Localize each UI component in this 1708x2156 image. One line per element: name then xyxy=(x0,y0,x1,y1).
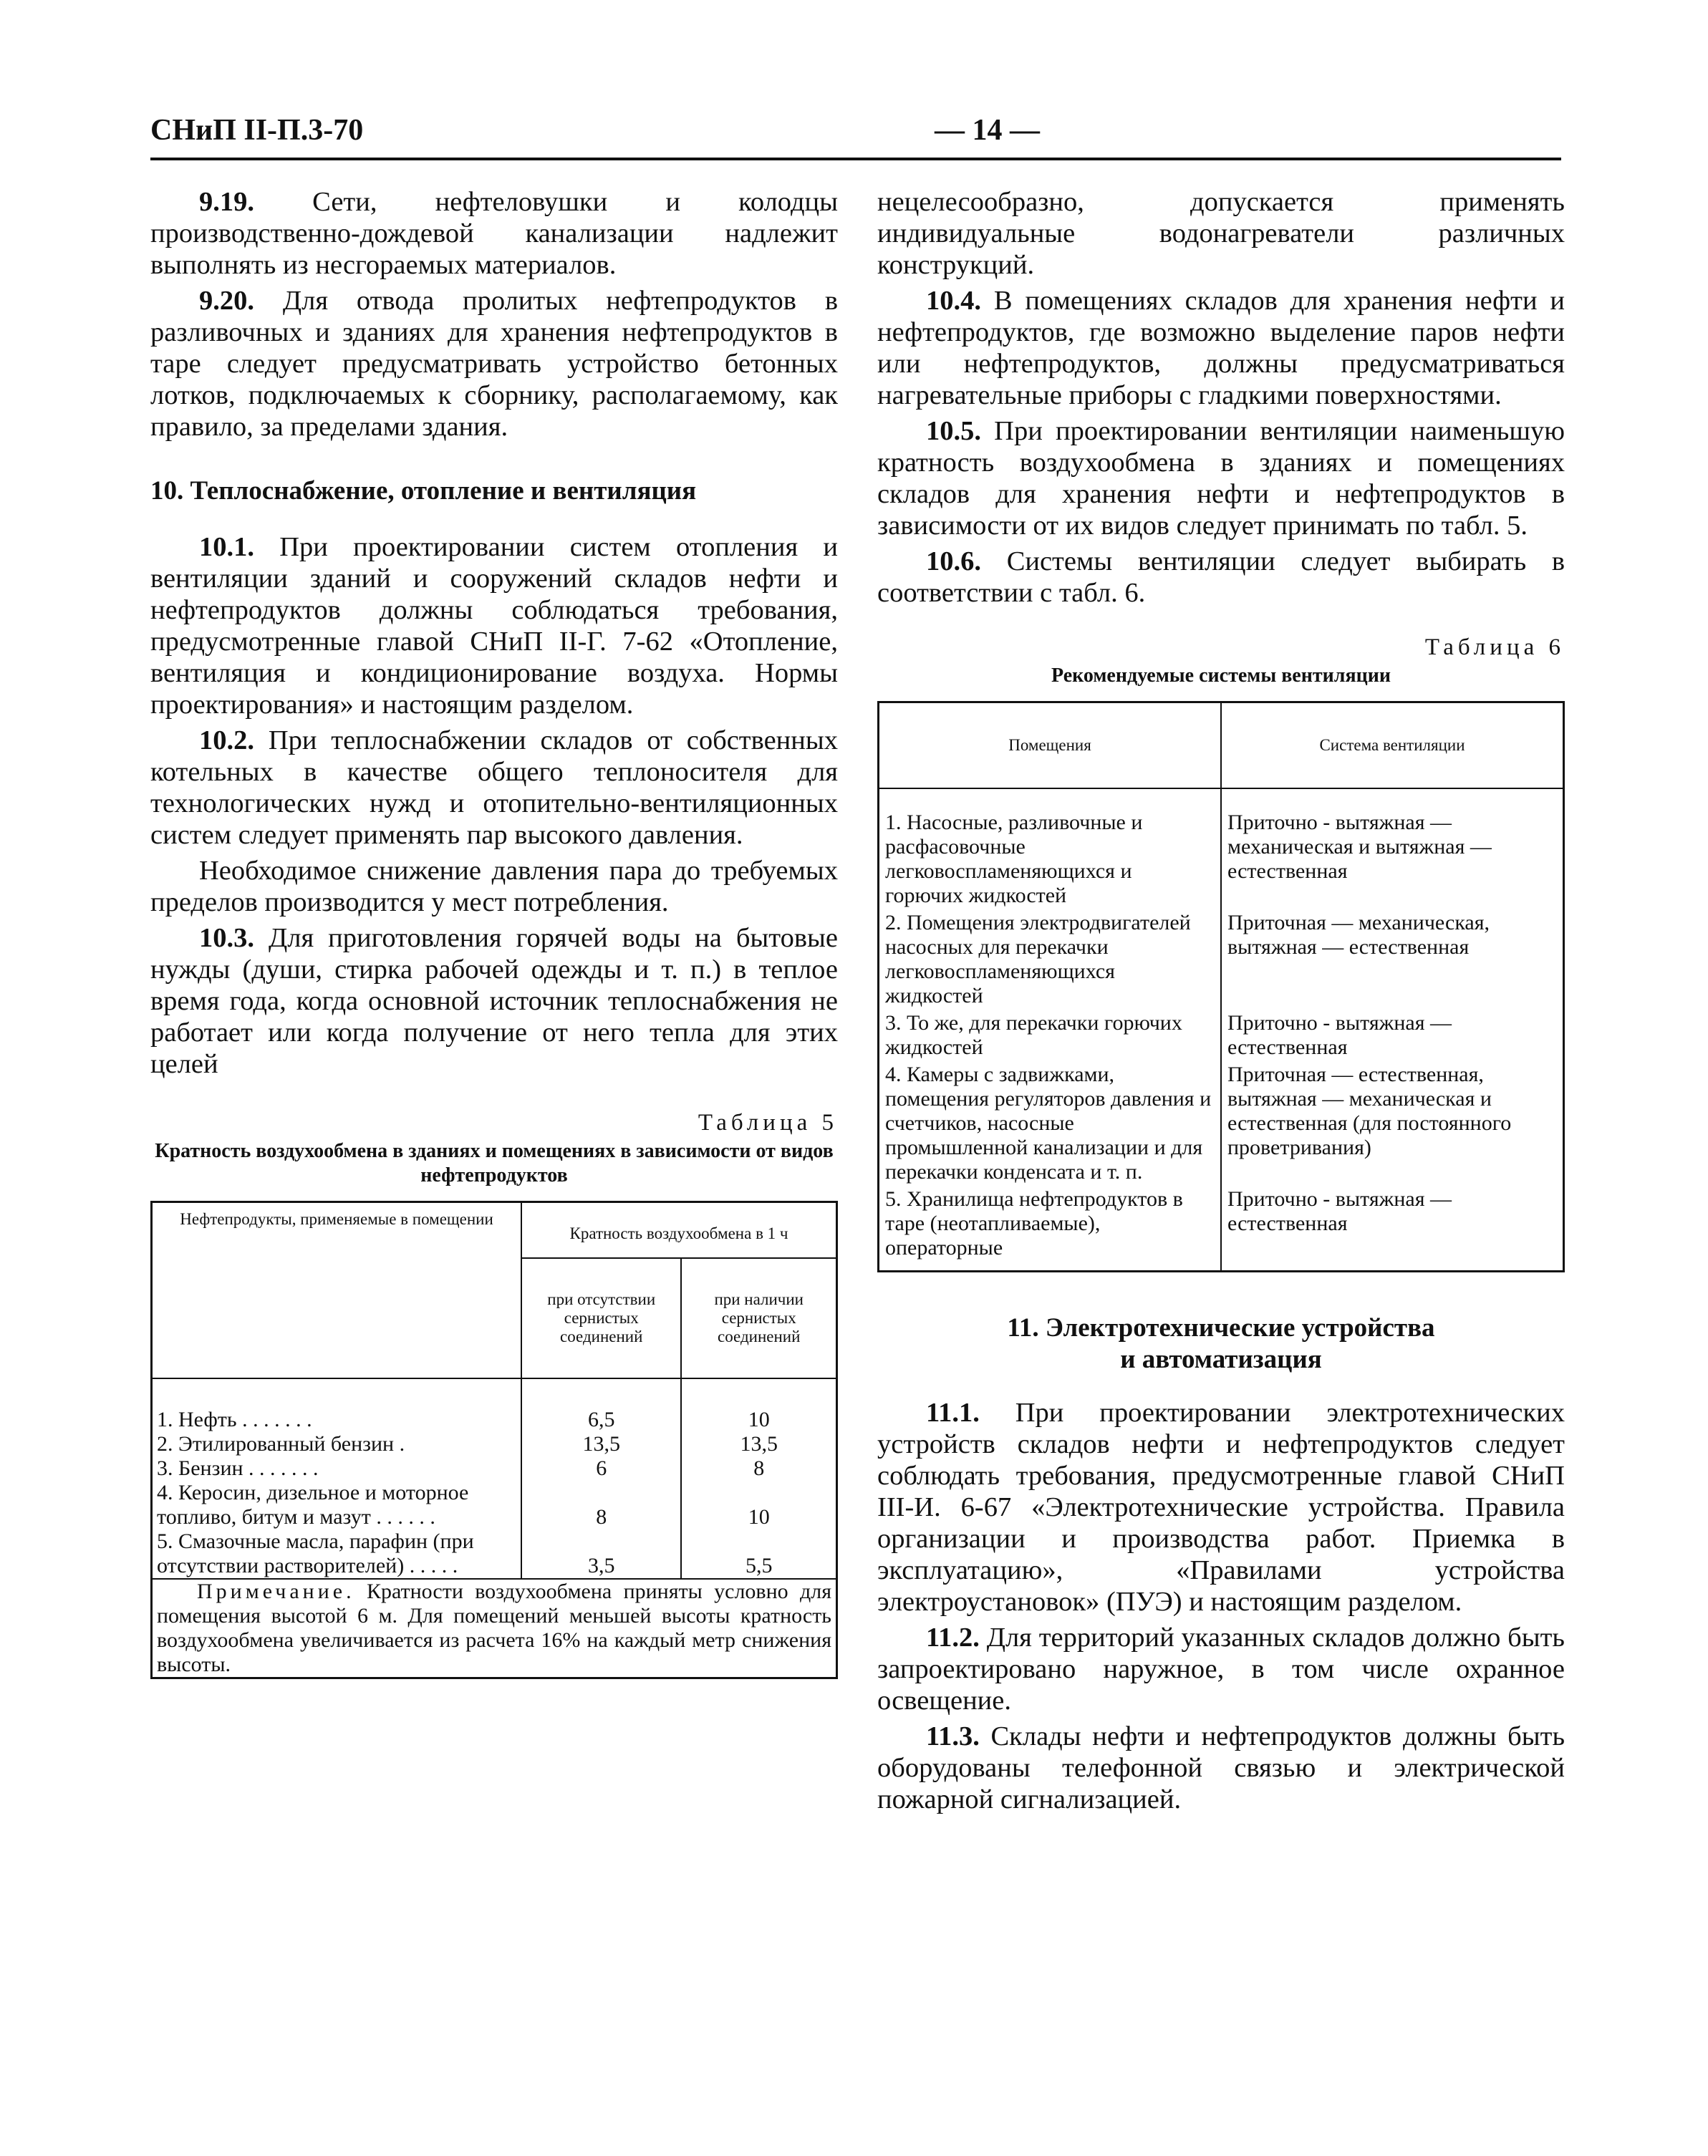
table-row xyxy=(879,1186,1564,1272)
page-header xyxy=(150,107,1561,160)
table-6-header-system: Система вентиляции xyxy=(1221,702,1564,789)
left-column xyxy=(150,186,838,1679)
clause-number: 10.4. xyxy=(926,286,981,316)
note-label: Примечание. xyxy=(197,1580,355,1603)
table-row xyxy=(152,1432,837,1456)
clause-text: В помещениях складов для хранения нефти и нефтепродуктов, где возможно выделение паров нефти или нефтепродуктов, должны предусматриваться нагревательные приборы с гладкими поверхностями. xyxy=(877,286,1565,410)
note-text: Кратности воздухообмена приняты условно для помещения высотой 6 м. Для помещений меньшей высоты кратность воздухообмена увеличивается из расчета 16% на каждый метр снижения высоты. xyxy=(157,1580,831,1676)
paragraph-9-19 xyxy=(150,186,838,281)
table-5-cell-rate-with-sulfur: 10 xyxy=(681,1408,836,1432)
paragraph-10-6 xyxy=(877,546,1565,609)
table-row xyxy=(879,1061,1564,1186)
clause-text: Сети, нефтеловушки и колодцы производственно-дождевой канализации надлежит выполнять из несгораемых материалов. xyxy=(150,187,839,280)
clause-number: 11.3. xyxy=(926,1721,980,1751)
table-6-title: Рекомендуемые системы вентиляции xyxy=(1051,664,1391,687)
clause-text: Склады нефти и нефтепродуктов должны быть оборудованы телефонной связью и электрической пожарной сигнализацией. xyxy=(877,1721,1565,1814)
table-row xyxy=(152,1456,837,1481)
table-6-cell-system: Приточно - вытяжная — естественная xyxy=(1221,1010,1564,1061)
paragraph-10-5 xyxy=(877,415,1565,541)
paragraph-11-1 xyxy=(877,1397,1565,1618)
paragraph-10-1 xyxy=(150,531,838,720)
table-5-cell-rate-no-sulfur: 13,5 xyxy=(521,1432,681,1456)
table-5-cell-rate-with-sulfur: 5,5 xyxy=(681,1529,836,1579)
section-11-title-line-2: и автоматизация xyxy=(1120,1345,1322,1374)
right-column xyxy=(877,186,1565,1819)
table-5-cell-rate-no-sulfur: 8 xyxy=(521,1481,681,1529)
table-row xyxy=(879,809,1564,909)
paragraph-10-2-continued: Необходимое снижение давления пара до требуемых пределов производится у мест потребления. xyxy=(150,856,838,917)
table-6-header-rooms: Помещения xyxy=(879,702,1222,789)
table-6-cell-room: 1. Насосные, разливочные и расфасовочные легковоспламеняющихся и горючих жидкостей xyxy=(885,811,1143,907)
table-row xyxy=(152,1529,837,1579)
table-5-cell-product: 2. Этилированный бензин . xyxy=(157,1432,405,1456)
table-5 xyxy=(150,1201,838,1679)
table-5-cell-rate-no-sulfur: 6,5 xyxy=(521,1408,681,1432)
table-5-title: Кратность воздухообмена в зданиях и помещениях в зависимости от видов нефтепродуктов xyxy=(155,1140,834,1186)
table-5-cell-product: 3. Бензин . . . . . . . xyxy=(157,1456,319,1480)
clause-number: 11.2. xyxy=(926,1623,980,1653)
clause-text: При проектировании систем отопления и вентиляции зданий и сооружений складов нефти и нефтепродуктов должны соблюдаться требования, предусмотренные главой СНиП II-Г. 7-62 «Отопление, вентиляция и кондиционирование воздуха. Нормы проектирования» и настоящим разделом. xyxy=(150,532,839,720)
table-5-cell-rate-no-sulfur: 6 xyxy=(521,1456,681,1481)
table-row xyxy=(152,1481,837,1529)
clause-number: 11.1. xyxy=(926,1398,980,1428)
table-5-cell-product: 1. Нефть . . . . . . . xyxy=(157,1408,312,1431)
table-6-cell-system: Приточно - вытяжная — естественная xyxy=(1221,1186,1564,1272)
paragraph-10-4 xyxy=(877,285,1565,411)
table-5-header-no-sulfur: при отсутствии сернистых соединений xyxy=(521,1258,681,1378)
table-6-cell-room: 3. То же, для перекачки горючих жидкостей xyxy=(885,1011,1182,1059)
paragraph-9-20 xyxy=(150,285,838,443)
paragraph-10-3-continued: нецелесообразно, допускается применять индивидуальные водонагреватели различных конструкций. xyxy=(877,187,1565,280)
clause-number: 10.6. xyxy=(926,546,981,576)
table-5-note xyxy=(152,1579,837,1678)
clause-text: При теплоснабжении складов от собственных котельных в качестве общего теплоносителя для технологических нужд и отопительно-вентиляционных систем следует применять пар высокого давления. xyxy=(150,725,838,850)
table-5-cell-product: 5. Смазочные масла, парафин (при отсутствии растворителей) . . . . . xyxy=(157,1529,474,1577)
table-5-label: Таблица 5 xyxy=(698,1110,838,1136)
table-5-cell-rate-with-sulfur: 13,5 xyxy=(681,1432,836,1456)
clause-text: Для территорий указанных складов должно быть запроектировано наружное, в том числе охранное освещение. xyxy=(877,1623,1565,1716)
clause-text: Системы вентиляции следует выбирать в соответствии с табл. 6. xyxy=(877,546,1565,608)
clause-number: 10.2. xyxy=(199,725,254,755)
table-5-cell-rate-with-sulfur: 10 xyxy=(681,1481,836,1529)
clause-text: При проектировании вентиляции наименьшую кратность воздухообмена в зданиях и помещениях складов для хранения нефти и нефтепродуктов в зависимости от их видов следует принимать по табл. 5. xyxy=(877,416,1565,541)
clause-text: Для приготовления горячей воды на бытовые нужды (души, стирка рабочей одежды и т. п.) в теплое время года, когда основной источник теплоснабжения не работает или когда получение от него тепла для этих целей xyxy=(150,923,839,1079)
clause-number: 10.1. xyxy=(199,532,254,562)
page-number: — 14 — xyxy=(935,114,1040,147)
table-6-label: Таблица 6 xyxy=(1424,634,1565,660)
table-6-cell-room: 2. Помещения электродвигателей насосных для перекачки легковоспламеняющихся жидкостей xyxy=(885,911,1191,1007)
paragraph-11-3 xyxy=(877,1721,1565,1815)
table-6-cell-system: Приточная — механическая, вытяжная — естественная xyxy=(1221,909,1564,1010)
table-6-cell-room: 5. Хранилища нефтепродуктов в таре (неотапливаемые), операторные xyxy=(885,1187,1183,1260)
table-6-cell-system: Приточно - вытяжная — механическая и вытяжная — естественная xyxy=(1221,809,1564,909)
table-5-cell-product: 4. Керосин, дизельное и моторное топливо, битум и мазут . . . . . . xyxy=(157,1481,469,1529)
table-5-header-products: Нефтепродукты, применяемые в помещении xyxy=(152,1202,522,1379)
document-code: СНиП II-П.3-70 xyxy=(150,114,364,147)
table-6-cell-room: 4. Камеры с задвижками, помещения регуляторов давления и счетчиков, насосные промышленной канализации и для перекачки конденсата и т. п. xyxy=(885,1063,1212,1184)
clause-text: Для отвода пролитых нефтепродуктов в разливочных и зданиях для хранения нефтепродуктов в таре следует предусматривать устройство бетонных лотков, подключаемых к сборнику, располагаемому, как правило, за пределами здания. xyxy=(150,286,839,442)
table-5-header-rate-group: Кратность воздухообмена в 1 ч xyxy=(521,1202,837,1259)
section-10-title: 10. Теплоснабжение, отопление и вентиляция xyxy=(150,476,697,506)
paragraph-11-2 xyxy=(877,1622,1565,1716)
clause-number: 9.19. xyxy=(199,187,254,217)
section-11-title-line-1: 11. Электротехнические устройства xyxy=(1007,1313,1435,1343)
paragraph-10-2 xyxy=(150,725,838,851)
table-row xyxy=(879,1010,1564,1061)
clause-number: 10.5. xyxy=(926,416,981,446)
table-5-header-with-sulfur: при наличии сернистых соединений xyxy=(681,1258,836,1378)
table-5-cell-rate-with-sulfur: 8 xyxy=(681,1456,836,1481)
clause-text: При проектировании электротехнических устройств складов нефти и нефтепродуктов следует соблюдать требования, предусмотренные главой СНиП III-И. 6-67 «Электротехнические устройства. Правила организации и производства работ. Приемка в эксплуатацию», «Правилами устройства электроустановок» (ПУЭ) и настоящим разделом. xyxy=(877,1398,1565,1617)
table-row xyxy=(152,1408,837,1432)
table-6 xyxy=(877,701,1565,1272)
table-6-cell-system: Приточная — естественная, вытяжная — механическая и естественная (для постоянного проветривания) xyxy=(1221,1061,1564,1186)
clause-number: 9.20. xyxy=(199,286,254,316)
paragraph-10-3 xyxy=(150,922,838,1080)
table-5-cell-rate-no-sulfur: 3,5 xyxy=(521,1529,681,1579)
clause-number: 10.3. xyxy=(199,923,254,953)
table-row xyxy=(879,909,1564,1010)
